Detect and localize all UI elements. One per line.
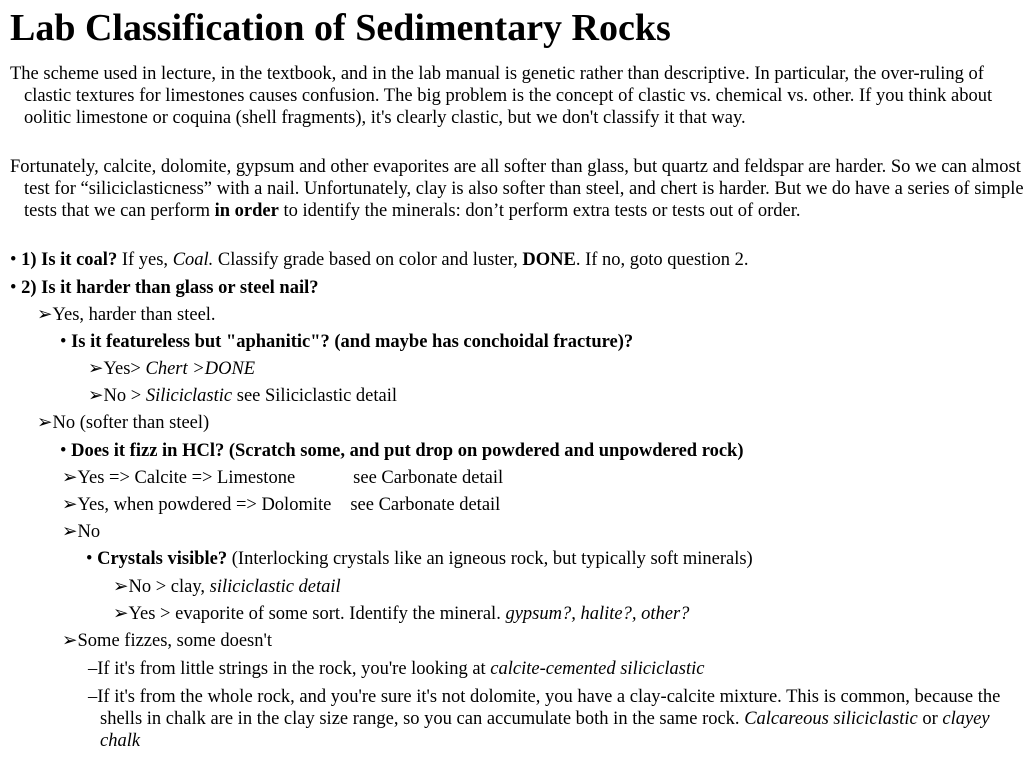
arrow-bullet-icon: ➢ (62, 522, 78, 542)
evaporite-minerals-term: gypsum?, halite?, other? (505, 604, 690, 624)
coal-term: Coal. (172, 250, 214, 270)
no-softer-item (37, 412, 209, 434)
yes-chert-item (88, 358, 255, 380)
question-1-text-a: If yes, (117, 250, 173, 270)
question-1-item (10, 249, 748, 271)
calcareous-siliciclastic-term: Calcareous siliciclastic (744, 709, 918, 729)
crystals-question-label: Crystals visible? (97, 549, 228, 569)
yes-evaporite-item (113, 603, 689, 625)
siliciclastic-term: Siliciclastic (145, 386, 233, 406)
question-1-text-b: Classify grade based on color and luster, (213, 250, 523, 270)
intro-paragraph-1 (10, 63, 1024, 129)
intro-in-order-emphasis: in order (214, 201, 279, 221)
no-softer-text: No (softer than steel) (52, 413, 210, 433)
bullet-dot-icon: • (60, 332, 67, 352)
bullet-dot-icon: • (86, 549, 93, 569)
arrow-bullet-icon: ➢ (62, 631, 78, 651)
intro-paragraph-2-text-a: Fortunately, calcite, dolomite, gypsum and other evaporites are all softer than glass, but quartz and feldspar are harder. So we can almost test for “siliciclasticness” with a nail. Unfortunately, clay is also softer than steel, and chert is harder. But we do have a series of simple tests that we can perform (10, 157, 1024, 221)
bullet-dot-icon: • (60, 441, 67, 461)
whole-rock-item (88, 686, 1010, 752)
done-label: DONE (522, 250, 576, 270)
strings-item (88, 658, 705, 680)
chert-done-term: Chert >DONE (145, 359, 256, 379)
yes-harder-item (37, 304, 216, 326)
carbonate-detail-ref: see Carbonate detail (353, 468, 504, 488)
yes-evaporite-text: Yes > evaporite of some sort. Identify the mineral. (128, 604, 506, 624)
no-fizz-item (62, 521, 100, 543)
arrow-bullet-icon: ➢ (88, 386, 104, 406)
arrow-bullet-icon: ➢ (37, 413, 53, 433)
question-1-text-c: . If no, goto question 2. (575, 250, 749, 270)
intro-paragraph-2-text-c: to identify the minerals: don’t perform extra tests or tests out of order. (278, 201, 801, 221)
carbonate-detail-ref: see Carbonate detail (350, 495, 501, 515)
no-siliciclastic-item (88, 385, 397, 407)
yes-harder-text: Yes, harder than steel. (52, 305, 216, 325)
dash-bullet-icon: – (88, 687, 98, 707)
yes-calcite-text: Yes => Calcite => Limestone (77, 468, 296, 488)
siliciclastic-detail-term: siliciclastic detail (209, 577, 341, 597)
dash-bullet-icon: – (88, 659, 98, 679)
calcite-cemented-term: calcite-cemented siliciclastic (490, 659, 705, 679)
no-siliciclastic-text: No > (103, 386, 146, 406)
intro-paragraph-2 (10, 156, 1024, 222)
question-1-label: 1) Is it coal? (21, 250, 118, 270)
no-clay-item (113, 576, 341, 598)
arrow-bullet-icon: ➢ (37, 305, 53, 325)
yes-chert-text: Yes> (103, 359, 146, 379)
crystals-question-text: (Interlocking crystals like an igneous rock, but typically soft minerals) (227, 549, 753, 569)
featureless-question-text: Is it featureless but "aphanitic"? (and maybe has conchoidal fracture)? (71, 332, 634, 352)
arrow-bullet-icon: ➢ (62, 468, 78, 488)
no-clay-text: No > clay, (128, 577, 210, 597)
arrow-bullet-icon: ➢ (62, 495, 78, 515)
arrow-bullet-icon: ➢ (113, 604, 129, 624)
question-2-label: 2) Is it harder than glass or steel nail? (21, 278, 319, 298)
siliciclastic-detail-ref: see Siliciclastic detail (232, 386, 398, 406)
no-fizz-text: No (77, 522, 101, 542)
fizz-question-text: Does it fizz in HCl? (Scratch some, and put drop on powdered and unpowdered rock) (71, 441, 744, 461)
fizz-question-item (60, 440, 744, 462)
bullet-dot-icon: • (10, 250, 17, 270)
yes-calcite-item (62, 467, 503, 489)
some-fizzes-text: Some fizzes, some doesn't (77, 631, 272, 651)
intro-paragraph-1-text: The scheme used in lecture, in the textbook, and in the lab manual is genetic rather than descriptive. In particular, the over-ruling of clastic textures for limestones causes confusion. The big problem is the concept of clastic vs. chemical vs. other. If you think about oolitic limestone or coquina (shell fragments), it's clearly clastic, but we don't classify it that way. (10, 64, 993, 128)
clayey-chalk-term: clayey chalk (100, 709, 990, 751)
featureless-question-item (60, 331, 633, 353)
arrow-bullet-icon: ➢ (88, 359, 104, 379)
yes-dolomite-item (62, 494, 500, 516)
bullet-dot-icon: • (10, 278, 17, 298)
question-2-item (10, 277, 319, 299)
page-title: Lab Classification of Sedimentary Rocks (10, 7, 671, 49)
some-fizzes-item (62, 630, 272, 652)
or-connector: or (917, 709, 943, 729)
arrow-bullet-icon: ➢ (113, 577, 129, 597)
yes-dolomite-text: Yes, when powdered => Dolomite (77, 495, 332, 515)
crystals-question-item (86, 548, 753, 570)
strings-text: If it's from little strings in the rock, you're looking at (97, 659, 491, 679)
whole-rock-text: If it's from the whole rock, and you're sure it's not dolomite, you have a clay-calcite mixture. This is common, because the shells in chalk are in the clay size range, so you can accumulate both in the same rock. (97, 687, 1001, 729)
